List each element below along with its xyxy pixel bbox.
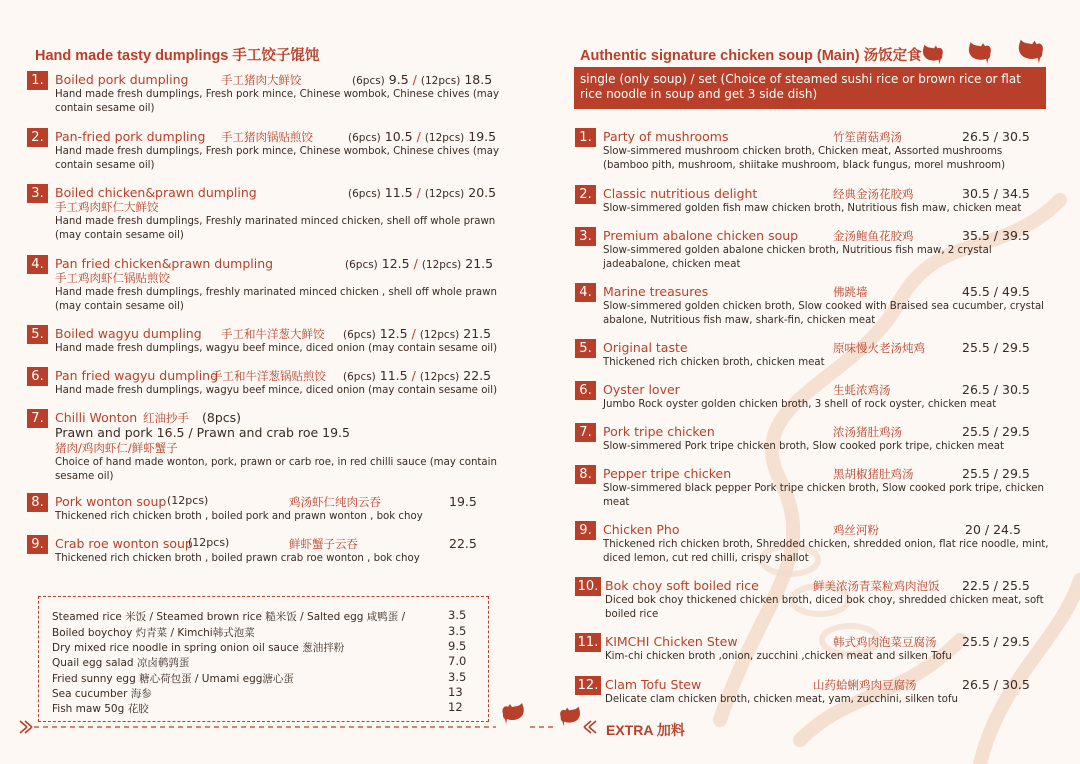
arrow-left-icon xyxy=(20,721,32,733)
dumpling-item-6 xyxy=(27,367,502,399)
item-name: Pork wonton soup xyxy=(55,494,167,509)
soup-item-12 xyxy=(575,676,1050,706)
item-cn-name: 手工猪肉大鲜饺 xyxy=(221,73,302,87)
dumplings-title: Hand made tasty dumplings 手工饺子馄饨 xyxy=(35,48,320,64)
item-price: (6pcs) 12.5 / (12pcs) 21.5 xyxy=(343,326,492,341)
item-name: Classic nutritious delight xyxy=(603,186,758,201)
item-price: 26.5 / 30.5 xyxy=(962,129,1030,144)
item-price: 30.5 / 34.5 xyxy=(962,186,1030,201)
item-description: Delicate clam chicken broth, chicken meat, yam, zucchini, silken tofu xyxy=(605,694,958,705)
extra-price: 3.5 xyxy=(448,624,467,638)
item-cn-name: 金汤鲍鱼花胶鸡 xyxy=(833,229,914,243)
item-number: 2. xyxy=(27,128,48,147)
item-name: Chilli Wonton xyxy=(55,410,138,425)
item-number: 11. xyxy=(575,633,601,652)
item-name: Original taste xyxy=(603,340,688,355)
soup-title: Authentic signature chicken soup (Main) 汤饭定食 xyxy=(580,48,922,64)
item-price: 22.5 xyxy=(449,536,477,551)
extras-label: EXTRA 加料 xyxy=(606,722,685,738)
item-price: (6pcs) 10.5 / (12pcs) 19.5 xyxy=(348,129,497,144)
item-price-options: Prawn and pork 16.5 / Prawn and crab roe 19.5 xyxy=(55,425,350,440)
item-number: 4. xyxy=(27,255,48,274)
item-name: Crab roe wonton soup xyxy=(55,536,193,551)
item-name: KIMCHI Chicken Stew xyxy=(605,634,738,649)
item-description: Slow-simmered golden abalone chicken broth, Nutritious fish maw, 2 crystal jadeabalone, chicken meat xyxy=(603,245,992,270)
item-number: 7. xyxy=(27,409,48,428)
chicken-icon xyxy=(555,702,585,730)
item-description: Hand made fresh dumplings, Fresh pork mince, Chinese wombok, Chinese chives (may contain sesame oil) xyxy=(55,89,499,114)
soup-item-11 xyxy=(575,633,1050,663)
item-cn-name: 鸡丝河粉 xyxy=(833,523,879,537)
dumpling-item-7 xyxy=(27,409,502,485)
item-price: (6pcs) 11.5 / (12pcs) 22.5 xyxy=(343,368,492,383)
soup-item-6 xyxy=(575,381,1050,411)
item-cn-name: 手工鸡肉虾仁大鲜饺 xyxy=(55,200,159,214)
item-price: 25.5 / 29.5 xyxy=(962,424,1030,439)
item-number: 6. xyxy=(27,367,48,386)
item-name: Oyster lover xyxy=(603,382,680,397)
item-name: Pan fried chicken&prawn dumpling xyxy=(55,256,274,271)
item-description: Kim-chi chicken broth ,onion, zucchini ,chicken meat and silken Tofu xyxy=(605,651,952,662)
soup-item-10 xyxy=(575,577,1050,621)
soup-item-4 xyxy=(575,283,1050,327)
item-name: Pan-fried pork dumpling xyxy=(55,129,206,144)
item-description: Thickened rich chicken broth, Shredded chicken, shredded onion, flat rice noodle, mint, diced lemon, cut red chilli, crispy shallot xyxy=(603,539,1049,564)
chicken-icon xyxy=(1012,34,1050,68)
extra-price: 12 xyxy=(448,700,463,714)
item-number: 2. xyxy=(575,185,596,204)
item-cn-name: 手工鸡肉虾仁锅贴煎饺 xyxy=(55,271,170,285)
item-number: 4. xyxy=(575,283,596,302)
extra-price: 13 xyxy=(448,685,463,699)
item-name: Boiled pork dumpling xyxy=(55,72,189,87)
item-cn-name: 经典金汤花胶鸡 xyxy=(833,187,914,201)
item-price: (6pcs) 9.5 / (12pcs) 18.5 xyxy=(352,72,493,87)
item-cn-name: 手工和牛洋葱大鲜饺 xyxy=(221,327,325,341)
soup-item-1 xyxy=(575,128,1050,172)
item-number: 1. xyxy=(27,71,48,90)
extra-price: 7.0 xyxy=(448,654,467,668)
item-cn-name: 生蚝浓鸡汤 xyxy=(833,383,891,397)
item-description: Hand made fresh dumplings, wagyu beef mince, diced onion (may contain sesame oil) xyxy=(55,385,498,396)
item-number: 7. xyxy=(575,423,596,442)
item-number: 3. xyxy=(575,227,596,246)
item-name: Clam Tofu Stew xyxy=(605,677,702,692)
item-price: (6pcs) 12.5 / (12pcs) 21.5 xyxy=(345,256,494,271)
soup-item-7 xyxy=(575,423,1050,453)
item-number: 8. xyxy=(27,493,48,512)
extra-item: Fish maw 50g 花胶 xyxy=(52,703,149,715)
item-pieces: (12pcs) xyxy=(167,494,209,507)
item-description: Slow-simmered golden chicken broth, Slow cooked with Braised sea cucumber, crystal abalone, Nutritious fish maw, shark-fin, chicken meat xyxy=(603,301,1045,326)
extras-box xyxy=(38,596,489,722)
item-number: 3. xyxy=(27,184,48,203)
item-description: Diced bok choy thickened chicken broth, diced bok choy, shredded chicken meat, soft boiled rice xyxy=(605,595,1044,620)
chicken-icon xyxy=(918,40,948,68)
item-price: 25.5 / 29.5 xyxy=(962,466,1030,481)
soup-item-5 xyxy=(575,339,1050,369)
item-description: Slow-simmered golden fish maw chicken broth, Nutritious fish maw, chicken meat xyxy=(603,203,1022,214)
item-name: Pan fried wagyu dumpling xyxy=(55,368,219,383)
extra-price: 3.5 xyxy=(448,670,467,684)
item-price: 35.5 / 39.5 xyxy=(962,228,1030,243)
item-cn-name: 手工猪肉锅贴煎饺 xyxy=(221,130,313,144)
soup-item-8 xyxy=(575,465,1050,509)
item-description: Thickened rich chicken broth , boiled pork and prawn wonton , bok choy xyxy=(55,511,423,522)
item-price: 25.5 / 29.5 xyxy=(962,634,1030,649)
item-cn-name: 黑胡椒猪肚鸡汤 xyxy=(833,467,914,481)
item-price: 19.5 xyxy=(449,494,477,509)
set-note-banner: single (only soup) / set (Choice of steamed sushi rice or brown rice or flat rice noodle in soup and get 3 side dish) xyxy=(574,67,1046,109)
item-number: 12. xyxy=(575,676,601,695)
soup-item-3 xyxy=(575,227,1050,271)
item-number: 10. xyxy=(575,577,601,596)
item-name: Premium abalone chicken soup xyxy=(603,228,799,243)
extras-arrow-line xyxy=(0,715,1080,745)
item-name: Pepper tripe chicken xyxy=(603,466,732,481)
item-description: Choice of hand made wonton, pork, prawn or carb roe, in red chilli sauce (may contain sesame oil) xyxy=(55,457,497,482)
item-price: 26.5 / 30.5 xyxy=(962,677,1030,692)
dumpling-item-3 xyxy=(27,184,502,244)
item-price: 45.5 / 49.5 xyxy=(962,284,1030,299)
item-cn-name: 红油抄手 xyxy=(143,411,189,425)
item-cn-name: 手工和牛洋葱锅贴煎饺 xyxy=(211,369,326,383)
item-name: Party of mushrooms xyxy=(603,129,729,144)
item-pieces: (12pcs) xyxy=(188,536,230,549)
item-price: 22.5 / 25.5 xyxy=(962,578,1030,593)
item-cn-name: 鲜虾蟹子云吞 xyxy=(289,537,358,551)
item-cn-name: 原味慢火老汤炖鸡 xyxy=(833,341,925,355)
extra-item: Sea cucumber 海参 xyxy=(52,688,152,700)
chicken-icon xyxy=(963,37,997,68)
arrow-right-icon xyxy=(584,721,596,733)
dumpling-item-9 xyxy=(27,535,502,567)
dumpling-item-1 xyxy=(27,71,502,115)
item-description: Jumbo Rock oyster golden chicken broth, 3 shell of rock oyster, chicken meat xyxy=(603,399,997,410)
item-name: Pork tripe chicken xyxy=(603,424,715,439)
item-number: 1. xyxy=(575,128,596,147)
soup-item-2 xyxy=(575,185,1050,215)
item-cn-name: 鸡汤虾仁纯肉云吞 xyxy=(289,495,381,509)
extra-item: Dry mixed rice noodle in spring onion oil sauce 葱油拌粉 xyxy=(52,642,345,654)
item-description: Hand made fresh dumplings, freshly marinated minced chicken , shell off whole prawn (may contain sesame oil) xyxy=(55,287,497,312)
item-cn-name: 佛跳墙 xyxy=(833,285,868,299)
item-description: Hand made fresh dumplings, wagyu beef mince, diced onion (may contain sesame oil) xyxy=(55,343,498,354)
item-number: 6. xyxy=(575,381,596,400)
item-description: Slow-simmered mushroom chicken broth, Chicken meat, Assorted mushrooms (bamboo pith, mushroom, shiitake mushroom, black fungus, morel mushroom) xyxy=(603,146,1006,171)
item-description: Slow-simmered Pork tripe chicken broth, Slow cooked pork tripe, chicken meat xyxy=(603,441,1004,452)
item-description: Slow-simmered black pepper Pork tripe chicken broth, Slow cooked pork tripe, chicken meat xyxy=(603,483,1044,508)
item-cn-options: 猪肉/鸡肉虾仁/鲜虾蟹子 xyxy=(55,441,178,455)
item-description: Thickened rich chicken broth , boiled prawn crab roe wonton , bok choy xyxy=(55,553,420,564)
item-price: 25.5 / 29.5 xyxy=(962,340,1030,355)
item-description: Thickened rich chicken broth, chicken meat xyxy=(603,357,825,368)
item-number: 5. xyxy=(27,325,48,344)
item-price: 26.5 / 30.5 xyxy=(962,382,1030,397)
extra-price: 9.5 xyxy=(448,639,467,653)
item-price: (6pcs) 11.5 / (12pcs) 20.5 xyxy=(348,185,497,200)
extra-item: Quail egg salad 凉卤鹌鹑蛋 xyxy=(52,657,190,669)
item-number: 9. xyxy=(27,535,48,554)
item-number: 9. xyxy=(575,521,596,540)
chicken-icon xyxy=(497,698,529,728)
item-cn-name: 韩式鸡肉泡菜豆腐汤 xyxy=(833,635,937,649)
dumpling-item-5 xyxy=(27,325,502,357)
item-description: Hand made fresh dumplings, Freshly marinated minced chicken, shell off whole prawn (may contain sesame oil) xyxy=(55,216,496,241)
item-cn-name: 浓汤猪肚鸡汤 xyxy=(833,425,902,439)
item-name: Boiled chicken&prawn dumpling xyxy=(55,185,257,200)
extra-item: Boiled boychoy 灼青菜 / Kimchi韩式泡菜 xyxy=(52,627,255,639)
dumpling-item-2 xyxy=(27,128,502,172)
item-cn-name: 竹笙菌菇鸡汤 xyxy=(833,130,902,144)
item-description: Hand made fresh dumplings, Fresh pork mince, Chinese wombok, Chinese chives (may contain sesame oil) xyxy=(55,146,499,171)
item-number: 8. xyxy=(575,465,596,484)
dumpling-item-4 xyxy=(27,255,502,315)
dumpling-item-8 xyxy=(27,493,502,525)
item-name: Bok choy soft boiled rice xyxy=(605,578,759,593)
item-cn-name: 鲜美浓汤青菜粒鸡肉泡饭 xyxy=(813,579,940,593)
extra-item: Fried sunny egg 糖心荷包蛋 / Umami egg溏心蛋 xyxy=(52,673,294,685)
soup-item-9 xyxy=(575,521,1050,565)
item-cn-name: 山药蛤蜊鸡肉豆腐汤 xyxy=(813,678,917,692)
item-number: 5. xyxy=(575,339,596,358)
extra-price: 3.5 xyxy=(448,608,467,622)
item-name: Boiled wagyu dumpling xyxy=(55,326,202,341)
extra-item: Steamed rice 米饭 / Steamed brown rice 糙米饭 / Salted egg 咸鸭蛋 / xyxy=(52,611,406,623)
item-name: Chicken Pho xyxy=(603,522,680,537)
item-pieces: (8pcs) xyxy=(202,410,242,425)
item-name: Marine treasures xyxy=(603,284,709,299)
item-price: 20 / 24.5 xyxy=(965,522,1021,537)
